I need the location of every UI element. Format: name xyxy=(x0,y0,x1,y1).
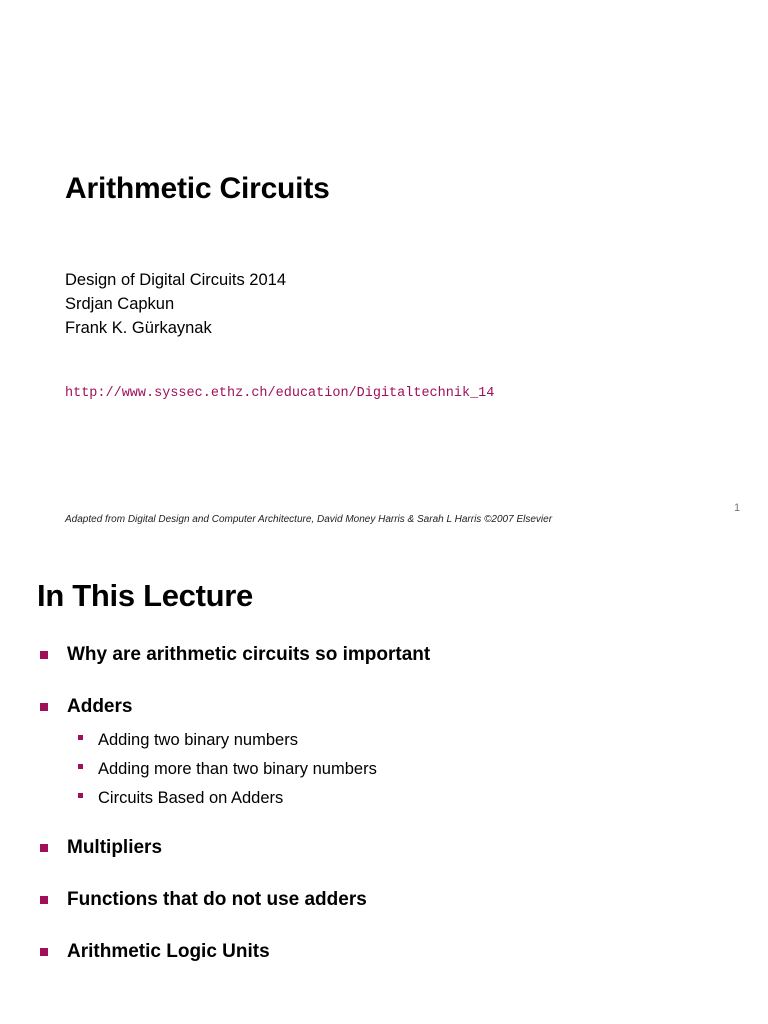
course-name: Design of Digital Circuits 2014 xyxy=(65,271,287,289)
square-bullet-icon xyxy=(40,948,48,956)
square-bullet-icon xyxy=(40,896,48,904)
bullet-text: Multipliers xyxy=(67,837,163,858)
author-name: Srdjan Capkun xyxy=(65,295,175,313)
square-bullet-icon xyxy=(40,651,48,659)
square-bullet-icon xyxy=(40,844,48,852)
square-bullet-icon xyxy=(78,793,83,798)
bullet-text: Functions that do not use adders xyxy=(67,889,367,910)
page-number: 1 xyxy=(734,502,741,514)
course-url-link[interactable]: http://www.syssec.ethz.ch/education/Digitaltechnik_14 xyxy=(65,386,495,401)
square-bullet-icon xyxy=(40,703,48,711)
author-name: Frank K. Gürkaynak xyxy=(65,319,212,337)
square-bullet-icon xyxy=(78,735,83,740)
sub-bullet-text: Adding two binary numbers xyxy=(98,730,298,749)
square-bullet-icon xyxy=(78,764,83,769)
sub-bullet-item xyxy=(78,757,377,781)
slide-title: Arithmetic Circuits xyxy=(65,172,330,205)
bullet-item xyxy=(40,693,132,721)
sub-bullet-item xyxy=(78,786,283,810)
attribution-note: Adapted from Digital Design and Computer Architecture, David Money Harris & Sarah L Harris ©2007 Elsevier xyxy=(65,514,553,525)
bullet-text: Adders xyxy=(67,696,133,717)
bullet-item xyxy=(40,886,367,914)
bullet-item xyxy=(40,641,430,669)
sub-bullet-text: Adding more than two binary numbers xyxy=(98,759,377,778)
bullet-text: Arithmetic Logic Units xyxy=(67,941,270,962)
slide-title: In This Lecture xyxy=(37,578,253,613)
sub-bullet-item xyxy=(78,728,298,752)
bullet-item xyxy=(40,834,162,862)
bullet-item xyxy=(40,938,270,966)
course-info xyxy=(65,268,286,340)
bullet-text: Why are arithmetic circuits so important xyxy=(67,644,431,665)
outline-slide xyxy=(0,552,768,1024)
sub-bullet-text: Circuits Based on Adders xyxy=(98,788,284,807)
